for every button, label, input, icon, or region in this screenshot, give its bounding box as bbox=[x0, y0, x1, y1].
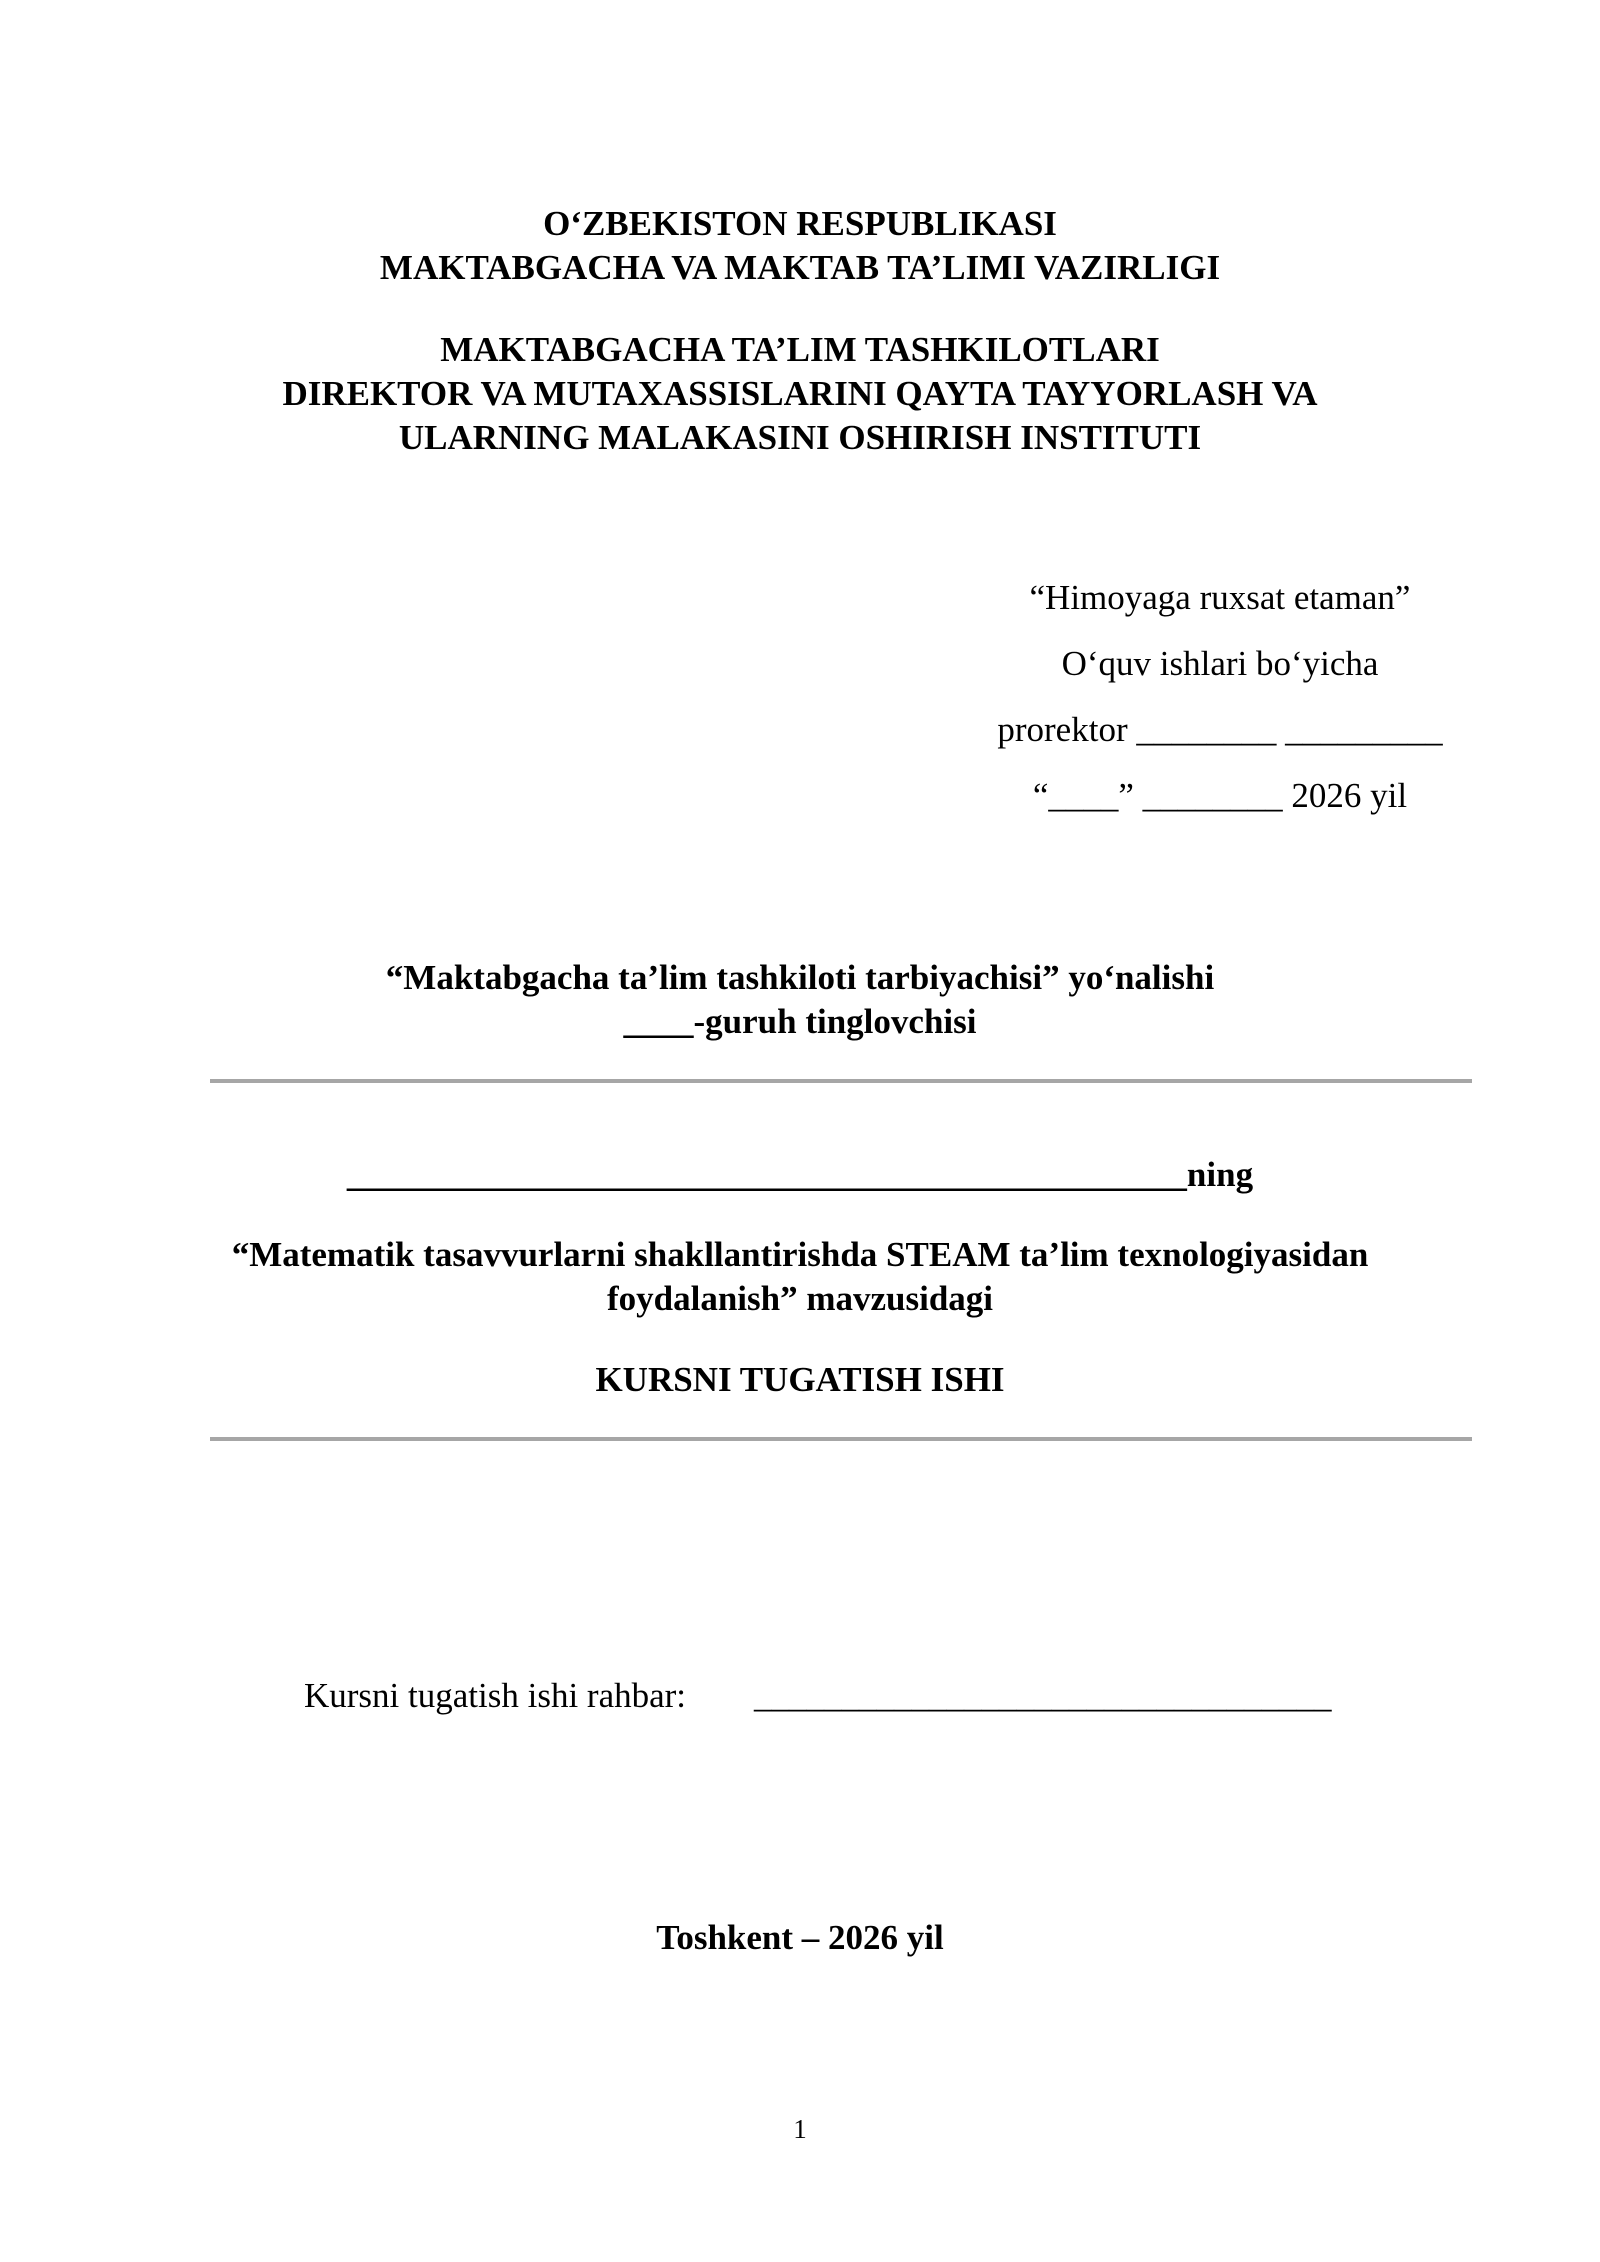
approval-block bbox=[960, 565, 1480, 829]
work-title bbox=[0, 1358, 1600, 1402]
topic-line-1: “Matematik tasavvurlarni shakllantirishda STEAM ta’lim texnologiyasidan bbox=[231, 1235, 1369, 1274]
institute-line-1: MAKTABGACHA TA’LIM TASHKILOTLARI bbox=[440, 330, 1160, 369]
topic-block bbox=[0, 1233, 1600, 1321]
place-year bbox=[0, 1916, 1600, 1960]
institute-heading bbox=[0, 328, 1600, 460]
direction-block bbox=[0, 956, 1600, 1044]
approval-line-1: “Himoyaga ruxsat etaman” bbox=[1029, 578, 1411, 617]
divider-top bbox=[210, 1079, 1472, 1083]
work-title-text: KURSNI TUGATISH ISHI bbox=[595, 1360, 1005, 1399]
approval-line-2: O‘quv ishlari bo‘yicha bbox=[1061, 644, 1379, 683]
place-year-text: Toshkent – 2026 yil bbox=[656, 1918, 944, 1957]
student-name-line bbox=[0, 1153, 1600, 1197]
topic-line-2: foydalanish” mavzusidagi bbox=[606, 1279, 994, 1318]
page-number bbox=[0, 2112, 1600, 2146]
ministry-heading bbox=[0, 202, 1600, 290]
institute-line-2: DIREKTOR VA MUTAXASSISLARINI QAYTA TAYYORLASH VA bbox=[282, 374, 1318, 413]
supervisor-blank: _________________________________ bbox=[754, 1676, 1332, 1715]
supervisor-label: Kursni tugatish ishi rahbar: bbox=[304, 1676, 687, 1715]
ministry-line-2: MAKTABGACHA VA MAKTAB TA’LIMI VAZIRLIGI bbox=[379, 248, 1221, 287]
direction-line-2: ____-guruh tinglovchisi bbox=[623, 1002, 977, 1041]
page-number-text: 1 bbox=[793, 2114, 807, 2144]
approval-line-3: prorektor ________ _________ bbox=[997, 710, 1443, 749]
student-name-blank: ________________________________________________ning bbox=[346, 1155, 1254, 1194]
ministry-line-1: O‘ZBEKISTON RESPUBLIKASI bbox=[543, 204, 1057, 243]
institute-line-3: ULARNING MALAKASINI OSHIRISH INSTITUTI bbox=[398, 418, 1202, 457]
approval-line-4: “____” ________ 2026 yil bbox=[1032, 776, 1408, 815]
direction-line-1: “Maktabgacha ta’lim tashkiloti tarbiyachisi” yo‘nalishi bbox=[385, 958, 1215, 997]
divider-bottom bbox=[210, 1437, 1472, 1441]
